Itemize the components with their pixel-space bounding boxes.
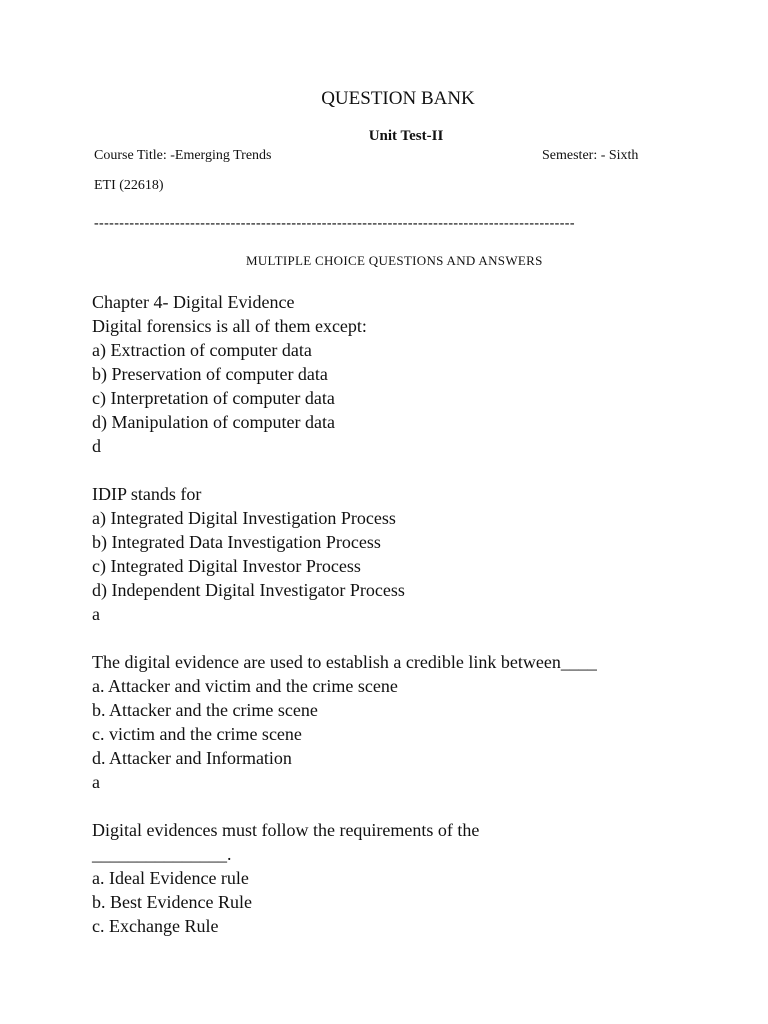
answer-option: d) Manipulation of computer data bbox=[92, 412, 335, 432]
answer-option: c. Exchange Rule bbox=[92, 916, 219, 936]
correct-answer: d bbox=[92, 436, 101, 456]
course-info-row bbox=[94, 148, 654, 164]
answer-option: b. Attacker and the crime scene bbox=[92, 700, 318, 720]
question-text: Digital evidences must follow the requirements of the bbox=[92, 820, 480, 840]
answer-option: b) Preservation of computer data bbox=[92, 364, 328, 384]
correct-answer: a bbox=[92, 604, 100, 624]
answer-option: d. Attacker and Information bbox=[92, 748, 292, 768]
answer-option: b. Best Evidence Rule bbox=[92, 892, 252, 912]
course-code: ETI (22618) bbox=[94, 178, 164, 193]
question-text: The digital evidence are used to establish a credible link between____ bbox=[92, 652, 597, 672]
dashed-divider: ----------------------------------------------------------------------------------------------- bbox=[94, 216, 575, 231]
semester: Semester: - Sixth bbox=[542, 148, 639, 163]
answer-option: a. Attacker and victim and the crime scene bbox=[92, 676, 398, 696]
answer-option: d) Independent Digital Investigator Process bbox=[92, 580, 405, 600]
unit-test-subtitle: Unit Test-II bbox=[368, 128, 444, 144]
answer-option: a. Ideal Evidence rule bbox=[92, 868, 249, 888]
questions-content bbox=[92, 290, 692, 938]
answer-option: c. victim and the crime scene bbox=[92, 724, 302, 744]
question-text: IDIP stands for bbox=[92, 484, 202, 504]
course-title: Course Title: -Emerging Trends bbox=[94, 148, 272, 163]
document-title: QUESTION BANK bbox=[321, 88, 475, 109]
chapter-heading: Chapter 4- Digital Evidence bbox=[92, 292, 295, 312]
answer-option: c) Integrated Digital Investor Process bbox=[92, 556, 361, 576]
answer-option: a) Integrated Digital Investigation Process bbox=[92, 508, 396, 528]
section-heading: MULTIPLE CHOICE QUESTIONS AND ANSWERS bbox=[246, 253, 543, 268]
question-text: Digital forensics is all of them except: bbox=[92, 316, 367, 336]
correct-answer: a bbox=[92, 772, 100, 792]
question-blank: _______________. bbox=[92, 844, 232, 864]
answer-option: c) Interpretation of computer data bbox=[92, 388, 335, 408]
answer-option: b) Integrated Data Investigation Process bbox=[92, 532, 381, 552]
answer-option: a) Extraction of computer data bbox=[92, 340, 312, 360]
